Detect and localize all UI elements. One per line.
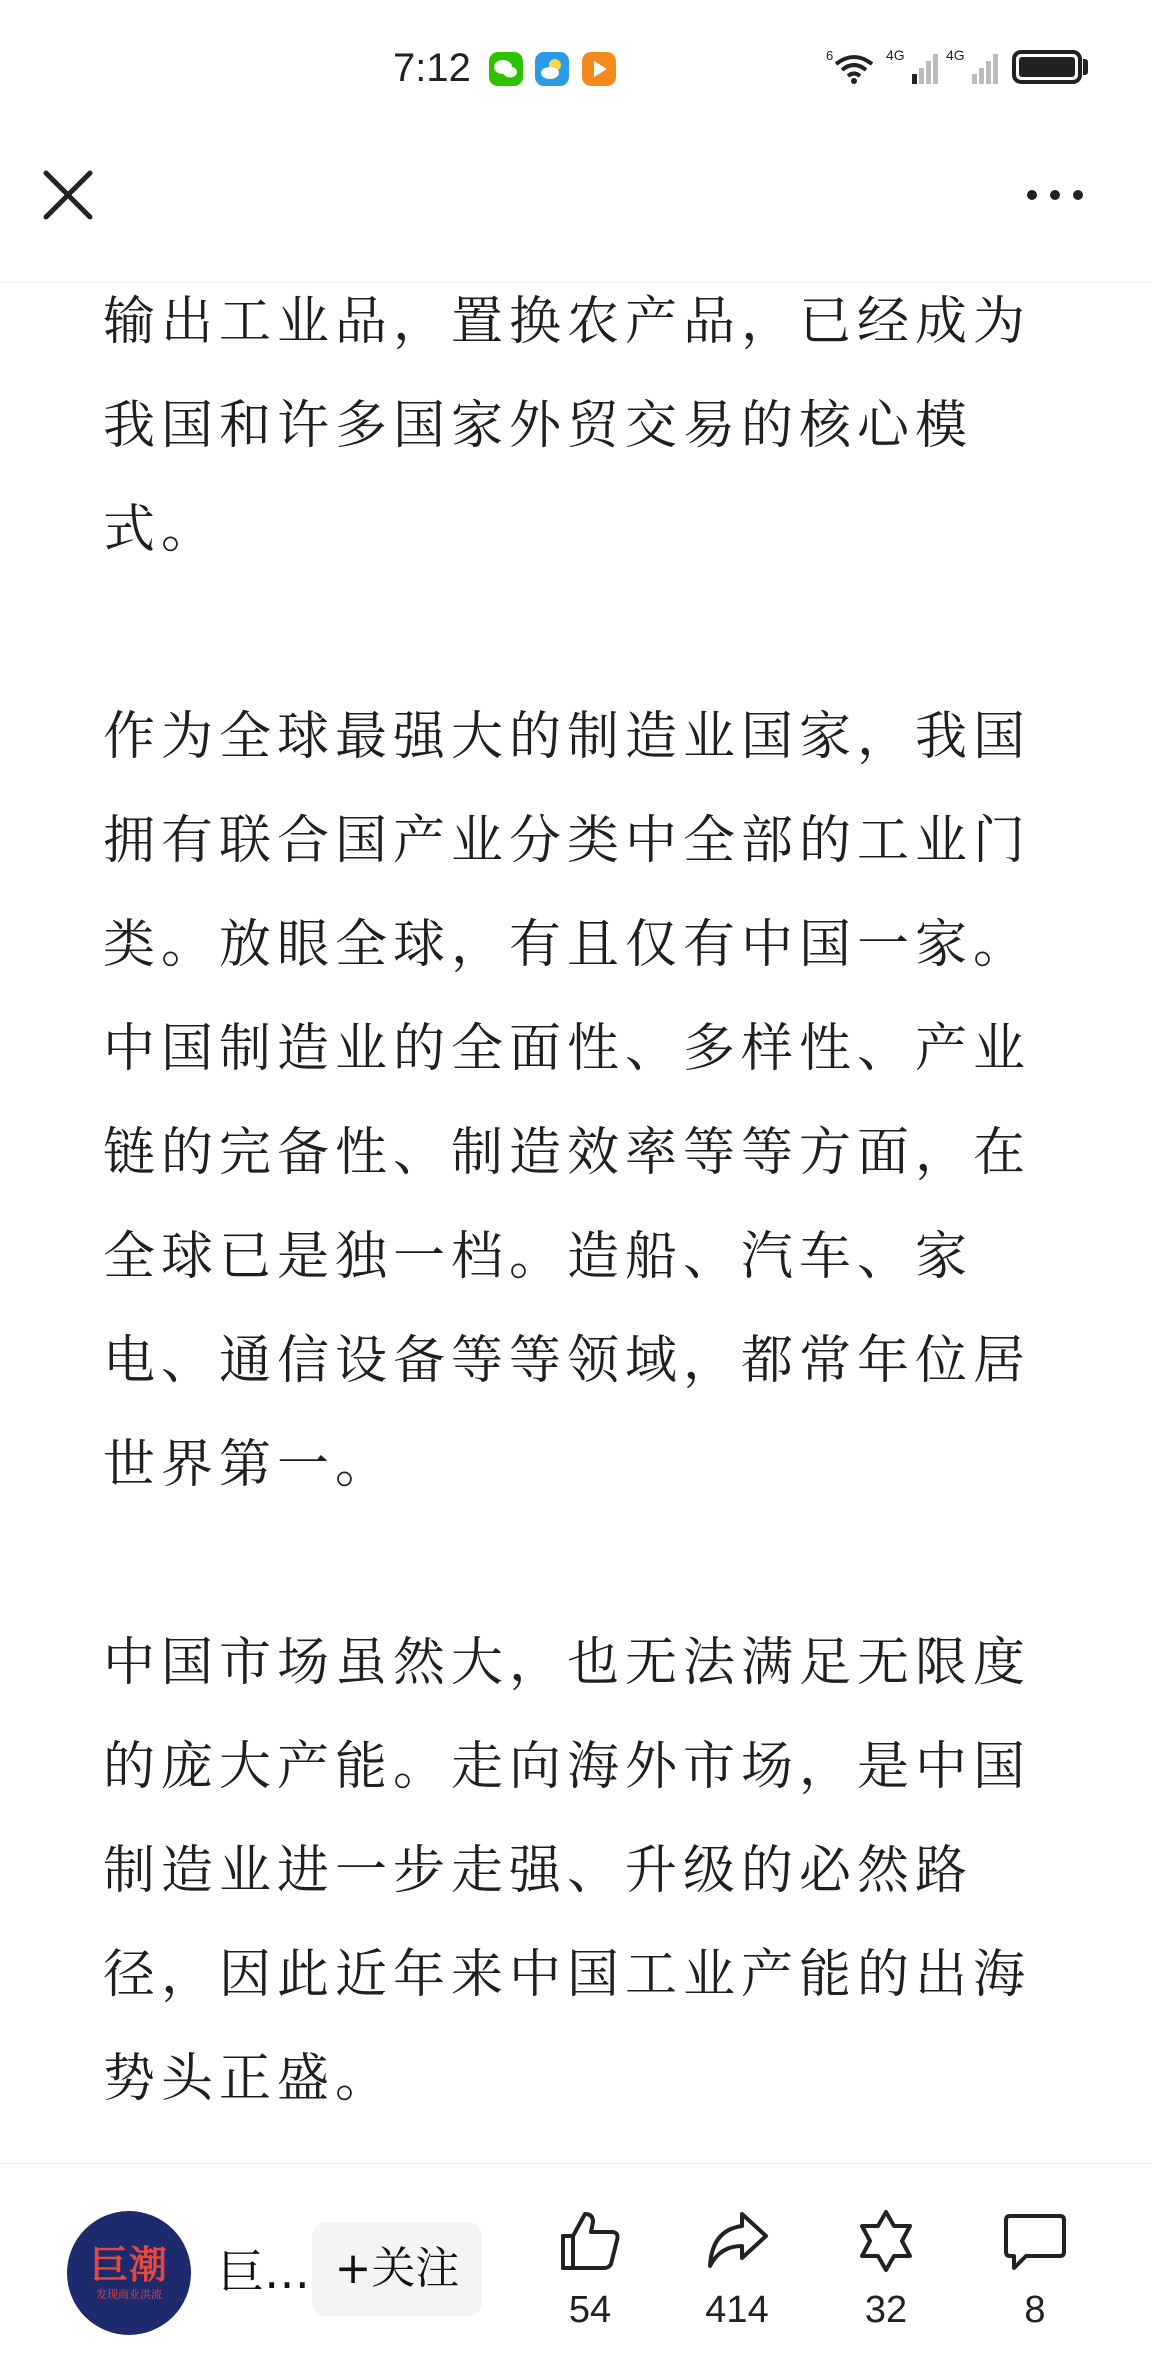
follow-button[interactable]: +关注 (312, 2222, 482, 2316)
author-name[interactable]: 巨… (218, 2245, 310, 2299)
share-button[interactable] (682, 2206, 792, 2356)
thumbs-up-icon (555, 2206, 625, 2276)
wifi-icon (826, 46, 878, 86)
battery-icon (1012, 50, 1082, 84)
favorite-count: 32 (864, 2289, 908, 2331)
comment-button[interactable] (980, 2206, 1090, 2356)
like-count: 54 (568, 2289, 612, 2331)
close-icon[interactable] (38, 165, 98, 225)
video-icon (582, 52, 616, 86)
wechat-icon (489, 52, 523, 86)
article-paragraph: 作为全球最强大的制造业国家，我国拥有联合国产业分类中全部的工业门类。放眼全球，有且仅有中国一家。中国制造业的全面性、多样性、产业链的完备性、制造效率等等方面，在全球已是独一档。造船、汽车、家电、通信设备等等领域，都常年位居世界第一。 (103, 707, 1032, 1495)
svg-text:4G: 4G (946, 47, 965, 63)
comment-bubble-icon (1000, 2206, 1070, 2276)
more-icon[interactable] (1020, 165, 1090, 225)
top-nav-bar (0, 135, 1152, 283)
author-avatar[interactable] (67, 2211, 191, 2335)
bottom-action-bar (0, 2163, 1152, 2376)
comment-count: 8 (1024, 2289, 1046, 2331)
avatar-logo-text: 巨潮 (89, 2243, 168, 2287)
like-button[interactable] (535, 2206, 645, 2356)
article-paragraph: 输出工业品，置换农产品，已经成为我国和许多国家外贸交易的核心模式。 (103, 292, 1032, 560)
share-arrow-icon (702, 2206, 772, 2276)
article-body (0, 283, 1152, 2163)
weather-icon (535, 52, 569, 86)
status-time: 7:12 (393, 46, 471, 90)
article-paragraph: 中国市场虽然大，也无法满足无限度的庞大产能。走向海外市场，是中国制造业进一步走强、升级的必然路径，因此近年来中国工业产能的出海势头正盛。 (103, 1633, 1032, 2109)
favorite-button[interactable] (831, 2206, 941, 2356)
star-icon (851, 2206, 921, 2276)
battery-tip (1083, 59, 1088, 75)
svg-text:6: 6 (826, 48, 834, 63)
cell-signal-icon-2 (946, 46, 1000, 86)
cell-signal-icon-1 (886, 46, 940, 86)
status-bar (0, 0, 1152, 135)
avatar-logo-subtext: 发现商业洪流 (96, 2288, 162, 2301)
share-count: 414 (705, 2289, 769, 2331)
svg-text:4G: 4G (886, 47, 905, 63)
